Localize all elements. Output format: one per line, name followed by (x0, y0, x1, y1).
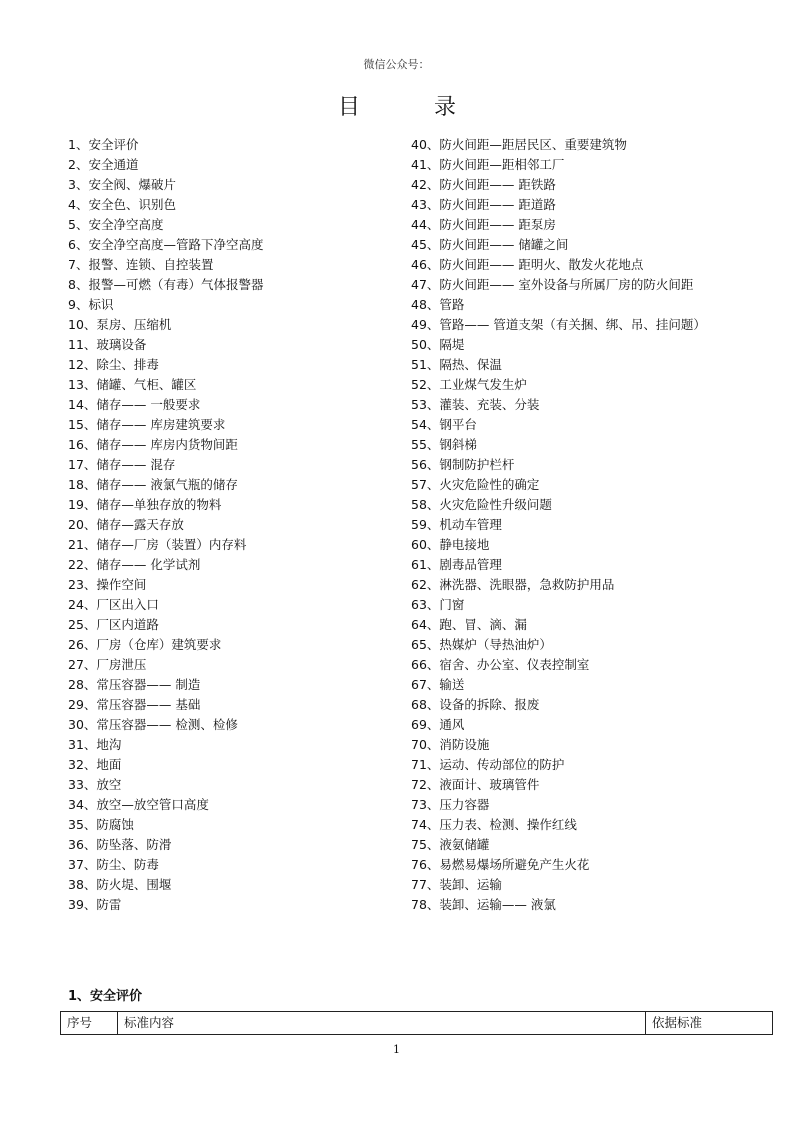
toc-item: 63、门窗 (411, 597, 465, 612)
toc-item: 42、防火间距—— 距铁路 (411, 177, 556, 192)
toc-item: 59、机动车管理 (411, 517, 502, 532)
toc-item: 5、安全净空高度 (68, 217, 164, 232)
toc-item: 48、管路 (411, 297, 465, 312)
toc-item: 22、储存—— 化学试剂 (68, 557, 201, 572)
toc-item: 32、地面 (68, 757, 122, 772)
toc-item: 33、放空 (68, 777, 122, 792)
toc-item: 30、常压容器—— 检测、检修 (68, 717, 238, 732)
toc-item: 21、储存—厂房（装置）内存料 (68, 537, 247, 552)
toc-item: 62、淋洗器、洗眼器，急救防护用品 (411, 577, 615, 592)
toc-left-column (68, 135, 398, 915)
toc-item: 13、储罐、气柜、罐区 (68, 377, 197, 392)
toc-item: 4、安全色、识别色 (68, 197, 176, 212)
header-cell-basis: 依据标准 (646, 1012, 773, 1035)
toc-item: 34、放空—放空管口高度 (68, 797, 209, 812)
toc-item: 64、跑、冒、滴、漏 (411, 617, 527, 632)
table-header-row (61, 1012, 773, 1035)
toc-item: 8、报警—可燃（有毒）气体报警器 (68, 277, 264, 292)
toc-item: 50、隔堤 (411, 337, 465, 352)
header-cell-no: 序号 (61, 1012, 118, 1035)
toc-item: 56、钢制防护栏杆 (411, 457, 515, 472)
toc-item: 18、储存—— 液氯气瓶的储存 (68, 477, 238, 492)
toc-item: 66、宿舍、办公室、仪表控制室 (411, 657, 590, 672)
header-cell-content: 标准内容 (118, 1012, 646, 1035)
toc-item: 27、厂房泄压 (68, 657, 147, 672)
toc-item: 76、易燃易爆场所避免产生火花 (411, 857, 590, 872)
toc-item: 67、输送 (411, 677, 465, 692)
toc-item: 39、防雷 (68, 897, 122, 912)
toc-item: 19、储存—单独存放的物料 (68, 497, 222, 512)
toc-item: 46、防火间距—— 距明火、散发火花地点 (411, 257, 644, 272)
toc-item: 69、通风 (411, 717, 465, 732)
toc-item: 54、钢平台 (411, 417, 477, 432)
toc-item: 47、防火间距—— 室外设备与所属厂房的防火间距 (411, 277, 694, 292)
toc-item: 2、安全通道 (68, 157, 139, 172)
toc-item: 12、除尘、排毒 (68, 357, 159, 372)
toc-item: 38、防火堤、围堰 (68, 877, 172, 892)
toc-item: 15、储存—— 库房建筑要求 (68, 417, 226, 432)
toc-item: 10、泵房、压缩机 (68, 317, 172, 332)
toc-item: 23、操作空间 (68, 577, 147, 592)
toc-item: 75、液氨储罐 (411, 837, 490, 852)
page-number: 1 (393, 1043, 400, 1056)
standards-table (60, 1011, 773, 1035)
section-heading: 1、安全评价 (68, 989, 143, 1004)
toc-item: 49、管路—— 管道支架（有关捆、绑、吊、挂问题） (411, 317, 706, 332)
toc-item: 36、防坠落、防滑 (68, 837, 172, 852)
toc-item: 68、设备的拆除、报废 (411, 697, 540, 712)
toc-item: 74、压力表、检测、操作红线 (411, 817, 577, 832)
toc-item: 58、火灾危险性升级问题 (411, 497, 552, 512)
toc-item: 77、装卸、运输 (411, 877, 502, 892)
toc-item: 24、厂区出入口 (68, 597, 159, 612)
toc-item: 55、钢斜梯 (411, 437, 477, 452)
toc-item: 53、灌装、充装、分装 (411, 397, 540, 412)
toc-item: 14、储存—— 一般要求 (68, 397, 201, 412)
toc-item: 11、玻璃设备 (68, 337, 147, 352)
toc-item: 20、储存—露天存放 (68, 517, 184, 532)
header-note: 微信公众号： (363, 58, 430, 71)
toc-item: 6、安全净空高度—管路下净空高度 (68, 237, 264, 252)
toc-item: 37、防尘、防毒 (68, 857, 159, 872)
toc-item: 41、防火间距—距相邻工厂 (411, 157, 565, 172)
toc-title-char-1: 目 (338, 95, 361, 120)
toc-item: 7、报警、连锁、自控装置 (68, 257, 214, 272)
toc-item: 71、运动、传动部位的防护 (411, 757, 565, 772)
toc-item: 40、防火间距—距居民区、重要建筑物 (411, 137, 627, 152)
toc-item: 45、防火间距—— 储罐之间 (411, 237, 569, 252)
toc-right-column (411, 135, 751, 915)
toc-item: 73、压力容器 (411, 797, 490, 812)
toc-item: 61、剧毒品管理 (411, 557, 502, 572)
toc-item: 65、热媒炉（导热油炉） (411, 637, 552, 652)
toc-item: 72、液面计、玻璃管件 (411, 777, 540, 792)
toc-item: 9、标识 (68, 297, 114, 312)
toc-item: 78、装卸、运输—— 液氯 (411, 897, 556, 912)
toc-item: 17、储存—— 混存 (68, 457, 176, 472)
toc-item: 26、厂房（仓库）建筑要求 (68, 637, 222, 652)
toc-item: 31、地沟 (68, 737, 122, 752)
toc-item: 25、厂区内道路 (68, 617, 159, 632)
toc-item: 44、防火间距—— 距泵房 (411, 217, 556, 232)
toc-item: 70、消防设施 (411, 737, 490, 752)
toc-title-char-2: 录 (434, 95, 457, 120)
toc-item: 52、工业煤气发生炉 (411, 377, 527, 392)
toc-item: 57、火灾危险性的确定 (411, 477, 540, 492)
toc-item: 29、常压容器—— 基础 (68, 697, 201, 712)
toc-item: 1、安全评价 (68, 137, 139, 152)
toc-item: 35、防腐蚀 (68, 817, 134, 832)
toc-item: 3、安全阀、爆破片 (68, 177, 176, 192)
toc-item: 16、储存—— 库房内货物间距 (68, 437, 238, 452)
toc-item: 43、防火间距—— 距道路 (411, 197, 556, 212)
toc-item: 60、静电接地 (411, 537, 490, 552)
toc-item: 51、隔热、保温 (411, 357, 502, 372)
toc-item: 28、常压容器—— 制造 (68, 677, 201, 692)
